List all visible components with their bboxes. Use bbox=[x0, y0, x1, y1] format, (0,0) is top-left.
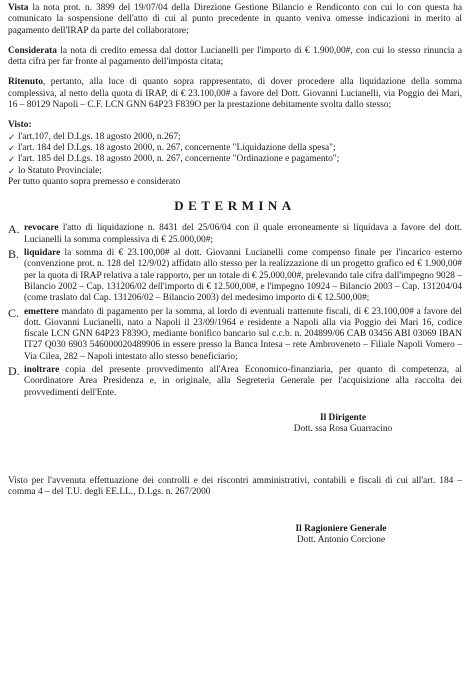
item-text: la somma di € 23.100,00# al dott. Giovanni Lucianelli come compenso finale per l'incarico esterno (convenzione prot. n. 128 del 12/9/02) affidato allo stesso per la realizzazione di un progetto grafico ed € 1.900,00# per la quota di IRAP relativa a tale rapporto, per un totale di € 25.000,00#, prelevando tale cifra dall'impegno 9028 – Bilancio 2002 – Cap. 131206/02 dell'importo di € 12.500,00#, e l'impegno 10924 – Bilancio 2003 – Cap. 131204/04 (come traslato dal Cap. 131206/02 – Bilancio 2003) del medesimo importo di € 12.500,00#; bbox=[24, 248, 462, 304]
visto-item: ✓ lo Statuto Provinciale; bbox=[8, 166, 462, 177]
determina-heading: DETERMINA bbox=[174, 198, 296, 214]
lead-considerata: Considerata bbox=[8, 45, 57, 56]
visto-list bbox=[8, 132, 462, 177]
lead-vista: Vista bbox=[8, 3, 29, 13]
visto-item: ✓ l'art.107, del D.Lgs. 18 agosto 2000, n.267; bbox=[8, 132, 462, 143]
visto-item: ✓ l'art. 184 del D.Lgs. 18 agosto 2000, n. 267, concernente "Liquidazione della spesa"; bbox=[8, 143, 462, 154]
item-lead: liquidare bbox=[24, 248, 61, 259]
item-letter: D. bbox=[8, 364, 20, 379]
paragraph-considerata bbox=[8, 46, 462, 69]
item-text: l'atto di liquidazione n. 8431 del 25/06/04 con il quale erroneamente si liquidava a favore del dott. Lucianelli la somma complessiva di € 25.000,00#; bbox=[24, 223, 462, 245]
paragraph-ritenuto bbox=[8, 77, 462, 111]
footer-visto: Visto per l'avvenuta effettuazione dei controlli e dei riscontri amministrativi, contabili e fiscali di cui all'art. 184 – comma 4 – del T.U. degli EE.LL., D.Lgs. n. 267/2000 bbox=[8, 475, 462, 497]
signature-ragioniere bbox=[266, 524, 416, 547]
visto-label: Visto: bbox=[8, 120, 32, 131]
signature-dirigente bbox=[278, 413, 408, 436]
signature-name: Dott. Antonio Corcione bbox=[296, 535, 386, 546]
item-lead: revocare bbox=[24, 223, 59, 234]
signature-name: Dott. ssa Rosa Guarracino bbox=[293, 424, 393, 435]
determina-item-a bbox=[8, 223, 462, 246]
determina-item-b bbox=[8, 248, 462, 304]
item-letter: C. bbox=[8, 305, 20, 320]
signature-role: Il Dirigente bbox=[319, 412, 367, 423]
item-text: mandato di pagamento per la somma, al lordo di eventuali trattenute fiscali, di € 23.100,00# a favore del dott. Giovanni Lucianelli, nato a Napoli il 23/09/1964 e residente a Napoli alla via Poggio dei Mari 16, codice fiscale LCN GNN 64P23 F839O, mediante bonifico bancario sul c.c.b. n. 204899/06 CAB 03456 ABI 03069 IBAN IT27 Q030 6903 546000020489906 in essere presso la Banca Intesa – rete Ambroveneto – Filiale Napoli Vomero – Via Cilea, 282 – Napoli intestato allo stesso beneficiario; bbox=[24, 306, 462, 362]
text-vista: la nota prot. n. 3899 del 19/07/04 della Direzione Gestione Bilancio e Rendiconto con cui lo con questa ha comunicato la sospensione dell'atto di cui al punto precedente in quanto veniva omesse indicazioni in merito al pagamento dell'IRAP da parte del collaboratore; bbox=[8, 3, 462, 36]
text-considerata: la nota di credito emessa dal dottor Lucianelli per l'importo di € 1.900,00#, con cui lo stesso rinuncia a detta cifra per far fronte al pagamento dell'imposta citata; bbox=[8, 45, 462, 68]
item-text: copia del presente provvedimento all'Area Economico-finanziaria, per quanto di competenza, al Coordinatore Area Presidenza e, in originale, alla Segreteria Generale per l'acquisizione alla raccolta dei provvedimenti dell'Ente. bbox=[24, 365, 462, 398]
determina-items bbox=[8, 223, 462, 398]
visto-closing: Per tutto quanto sopra premesso e considerato bbox=[8, 176, 181, 187]
item-letter: A. bbox=[8, 222, 20, 237]
signature-role: Il Ragioniere Generale bbox=[295, 524, 387, 535]
text-ritenuto: , pertanto, alla luce di quanto sopra rappresentato, di dover procedere alla liquidazione della somma complessiva, al netto della quota di IRAP, di € 23.100,00# a favore del Dott. Giovanni Lucianelli, via Poggio dei Mari, 16 – 80129 Napoli – C.F. LCN GNN 64P23 F839O per la prestazione debitamente svolta dallo stesso; bbox=[8, 77, 462, 111]
item-letter: B. bbox=[8, 247, 20, 262]
lead-ritenuto: Ritenuto bbox=[8, 77, 43, 88]
determina-item-c bbox=[8, 307, 462, 363]
determina-item-d bbox=[8, 365, 462, 399]
paragraph-vista bbox=[8, 3, 462, 37]
item-lead: emettere bbox=[24, 306, 59, 317]
visto-item: ✓ l'art. 185 del D.Lgs. 18 agosto 2000, n. 267, concernente "Ordinazione e pagamento"; bbox=[8, 154, 462, 165]
item-lead: inoltrare bbox=[24, 365, 60, 376]
